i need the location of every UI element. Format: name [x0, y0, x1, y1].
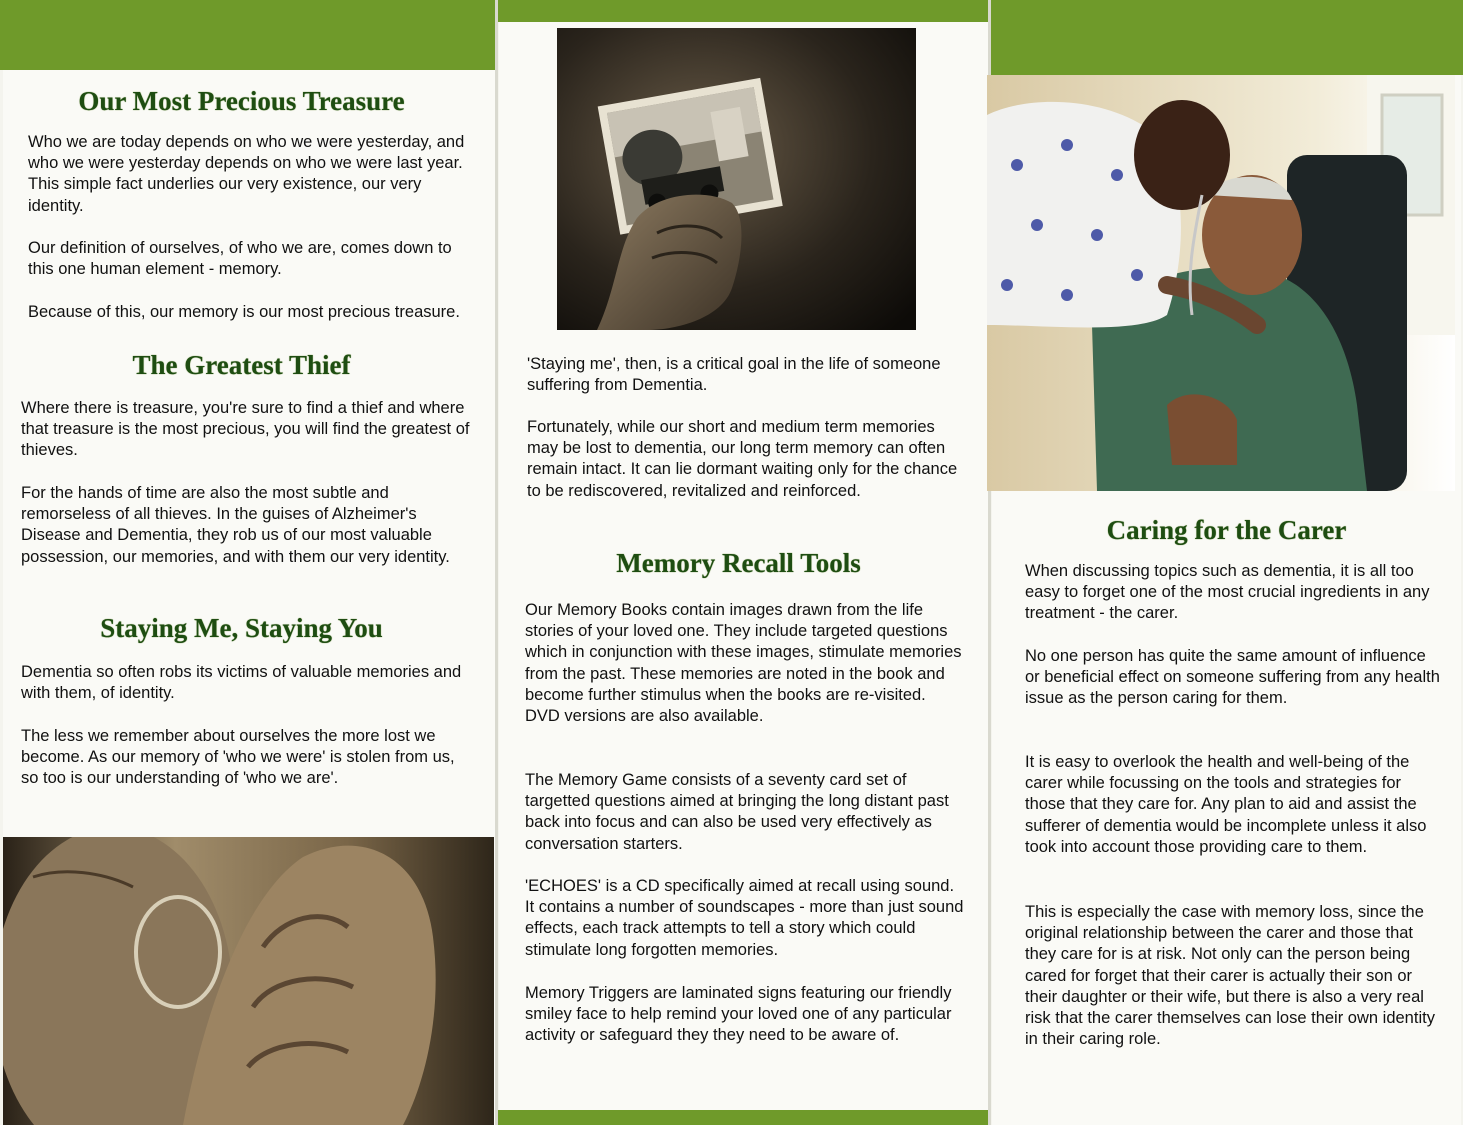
- left-paragraph-6: Dementia so often robs its victims of valuable memories and with them, of identity.: [21, 663, 462, 703]
- photo-elderly-hand-on-face: [3, 837, 494, 1125]
- right-paragraph-2: No one person has quite the same amount of influence or beneficial effect on someone suffering from any health issue as the person caring for them.: [1025, 647, 1440, 708]
- heading-staying-me-staying-you: Staying Me, Staying You: [100, 613, 383, 643]
- heading-memory-recall-tools: Memory Recall Tools: [616, 548, 861, 578]
- heading-our-most-precious-treasure: Our Most Precious Treasure: [78, 86, 405, 116]
- left-paragraph-1: Who we are today depends on who we were yesterday, and who we were yesterday depends on who we were last year. This simple fact underlies our very existence, our very identity.: [28, 133, 465, 215]
- top-green-bar-left: [0, 0, 497, 70]
- middle-paragraph-4: The Memory Game consists of a seventy card set of targetted questions aimed at bringing the long distant past back into focus and can also be used very effectively as conversation starters.: [525, 771, 949, 853]
- left-paragraph-4: Where there is treasure, you're sure to find a thief and where that treasure is the most precious, you will find the greatest of thieves.: [21, 399, 470, 460]
- middle-paragraph-3: Our Memory Books contain images drawn from the life stories of your loved one. They include targeted questions which in conjunction with these images, stimulate memories from the past. These memories are noted in the book and become further stimulus when the books are re-visited. DVD versions are also available.: [525, 601, 962, 726]
- middle-paragraph-2: Fortunately, while our short and medium term memories may be lost to dementia, our long term memory can often remain intact. It can lie dormant waiting only for the chance to be rediscovered, revitalized and reinforced.: [527, 418, 958, 500]
- photo-hand-holding-old-photograph: [557, 28, 916, 330]
- heading-caring-for-the-carer: Caring for the Carer: [1106, 515, 1347, 545]
- fold-line-left: [495, 0, 498, 1125]
- middle-paragraph-1: 'Staying me', then, is a critical goal in the life of someone suffering from Dementia.: [527, 355, 941, 395]
- left-paragraph-3: Because of this, our memory is our most precious treasure.: [28, 303, 460, 321]
- photo-nurse-with-elderly-man: [987, 75, 1455, 491]
- left-paragraph-5: For the hands of time are also the most subtle and remorseless of all thieves. In the guises of Alzheimer's Disease and Dementia, they rob us of our most valuable possession, our memories, and with them our very identity.: [21, 484, 450, 566]
- top-green-bar-right: [990, 0, 1463, 75]
- left-paragraph-2: Our definition of ourselves, of who we are, comes down to this one human element - memory.: [28, 239, 452, 279]
- heading-the-greatest-thief: The Greatest Thief: [132, 350, 351, 380]
- middle-paragraph-5: 'ECHOES' is a CD specifically aimed at recall using sound. It contains a number of soundscapes - more than just sound effects, each track attempts to tell a story which could stimulate long forgotten memories.: [525, 877, 964, 959]
- right-paragraph-4: This is especially the case with memory loss, since the original relationship between the carer and those that they care for is at risk. Not only can the person being cared for forget that their carer is actually their son or their daughter or their wife, but there is also a very real risk that the carer themselves can lose their own identity in their caring role.: [1025, 903, 1435, 1049]
- right-paragraph-3: It is easy to overlook the health and well-being of the carer while focussing on the tools and strategies for those that they care for. Any plan to aid and assist the sufferer of dementia would be incomplete unless it also took into account those providing care to them.: [1025, 753, 1427, 856]
- right-paragraph-1: When discussing topics such as dementia, it is all too easy to forget one of the most crucial ingredients in any treatment - the carer.: [1025, 562, 1430, 623]
- bottom-green-bar-middle: [497, 1110, 990, 1125]
- middle-paragraph-6: Memory Triggers are laminated signs featuring our friendly smiley face to help remind your loved one of any particular activity or safeguard they they need to be aware of.: [525, 984, 952, 1045]
- top-green-bar-middle: [497, 0, 990, 22]
- left-paragraph-7: The less we remember about ourselves the more lost we become. As our memory of 'who we were' is stolen from us, so too is our understanding of 'who we are'.: [21, 727, 455, 788]
